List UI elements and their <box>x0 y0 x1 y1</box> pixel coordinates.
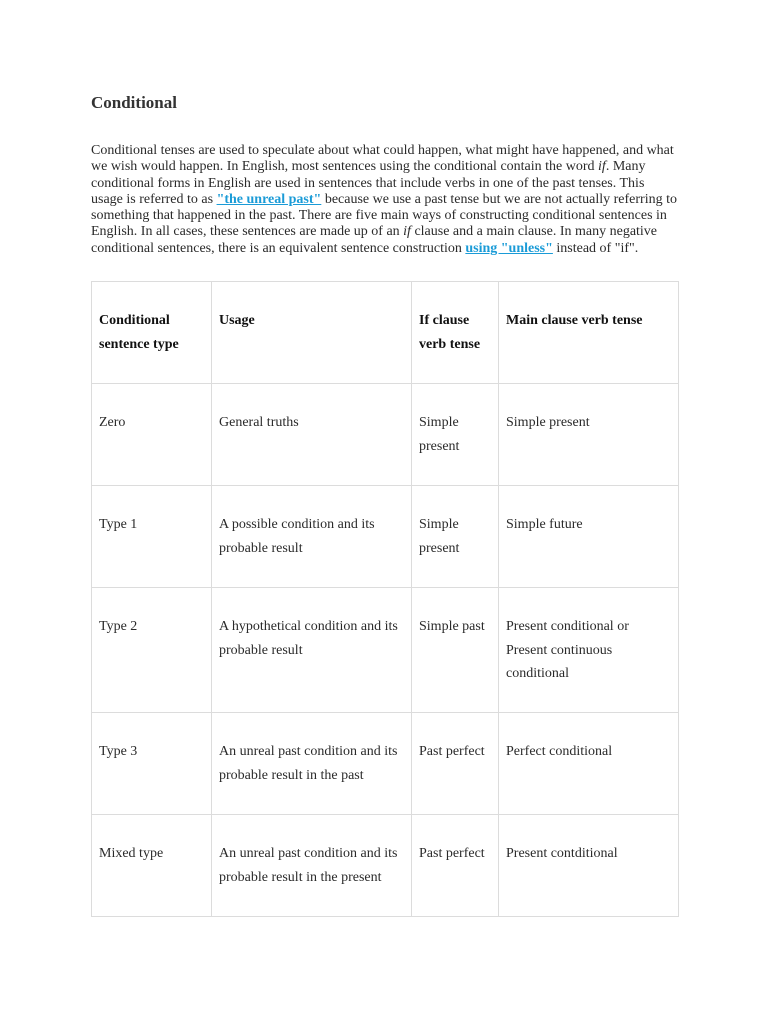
cell-main-tense: Simple present <box>499 384 679 486</box>
cell-type: Type 2 <box>92 588 212 713</box>
cell-if-tense: Simple past <box>412 588 499 713</box>
conditional-table <box>91 281 679 917</box>
cell-if-tense: Past perfect <box>412 713 499 815</box>
cell-type: Type 3 <box>92 713 212 815</box>
cell-main-tense: Present conditional or Present continuous conditional <box>499 588 679 713</box>
cell-type: Zero <box>92 384 212 486</box>
table-row <box>92 713 679 815</box>
intro-text: Conditional tenses are used to speculate about what could happen, what might have happened, and what we wish would happen. In English, most sentences using the conditional contain the word <box>91 143 674 175</box>
table-row <box>92 815 679 917</box>
table-row <box>92 384 679 486</box>
cell-if-tense: Past perfect <box>412 815 499 917</box>
using-unless-link[interactable]: using "unless" <box>465 240 553 256</box>
intro-paragraph <box>91 143 677 257</box>
header-if-clause: If clause verb tense <box>412 282 499 384</box>
table-row <box>92 588 679 713</box>
header-usage: Usage <box>212 282 412 384</box>
intro-if-word: if <box>403 224 411 240</box>
table-header-row <box>92 282 679 384</box>
cell-main-tense: Perfect conditional <box>499 713 679 815</box>
cell-usage: An unreal past condition and its probable result in the present <box>212 815 412 917</box>
cell-usage: An unreal past condition and its probable result in the past <box>212 713 412 815</box>
page-title: Conditional <box>91 93 177 112</box>
cell-main-tense: Present contditional <box>499 815 679 917</box>
cell-usage: General truths <box>212 384 412 486</box>
header-main-clause: Main clause verb tense <box>499 282 679 384</box>
header-sentence-type: Conditional sentence type <box>92 282 212 384</box>
intro-text: instead of "if". <box>552 240 639 256</box>
intro-text: because we use a past tense but we are not actually referring to something that happened in the past. There are five main ways of constructing conditional sentences in English. In all cases, these sentences are made up of an <box>91 191 677 240</box>
cell-if-tense: Simple present <box>412 384 499 486</box>
intro-text: . Many conditional forms in English are used in sentences that include verbs in one of the past tenses. This usage is referred to as <box>91 159 646 207</box>
table-row <box>92 486 679 588</box>
cell-main-tense: Simple future <box>499 486 679 588</box>
cell-usage: A possible condition and its probable result <box>212 486 412 588</box>
cell-type: Mixed type <box>92 815 212 917</box>
cell-if-tense: Simple present <box>412 486 499 588</box>
cell-usage: A hypothetical condition and its probable result <box>212 588 412 713</box>
unreal-past-link[interactable]: "the unreal past" <box>216 191 322 207</box>
cell-type: Type 1 <box>92 486 212 588</box>
intro-if-word: if <box>598 159 606 175</box>
intro-text: clause and a main clause. In many negative conditional sentences, there is an equivalent sentence construction <box>91 224 658 256</box>
